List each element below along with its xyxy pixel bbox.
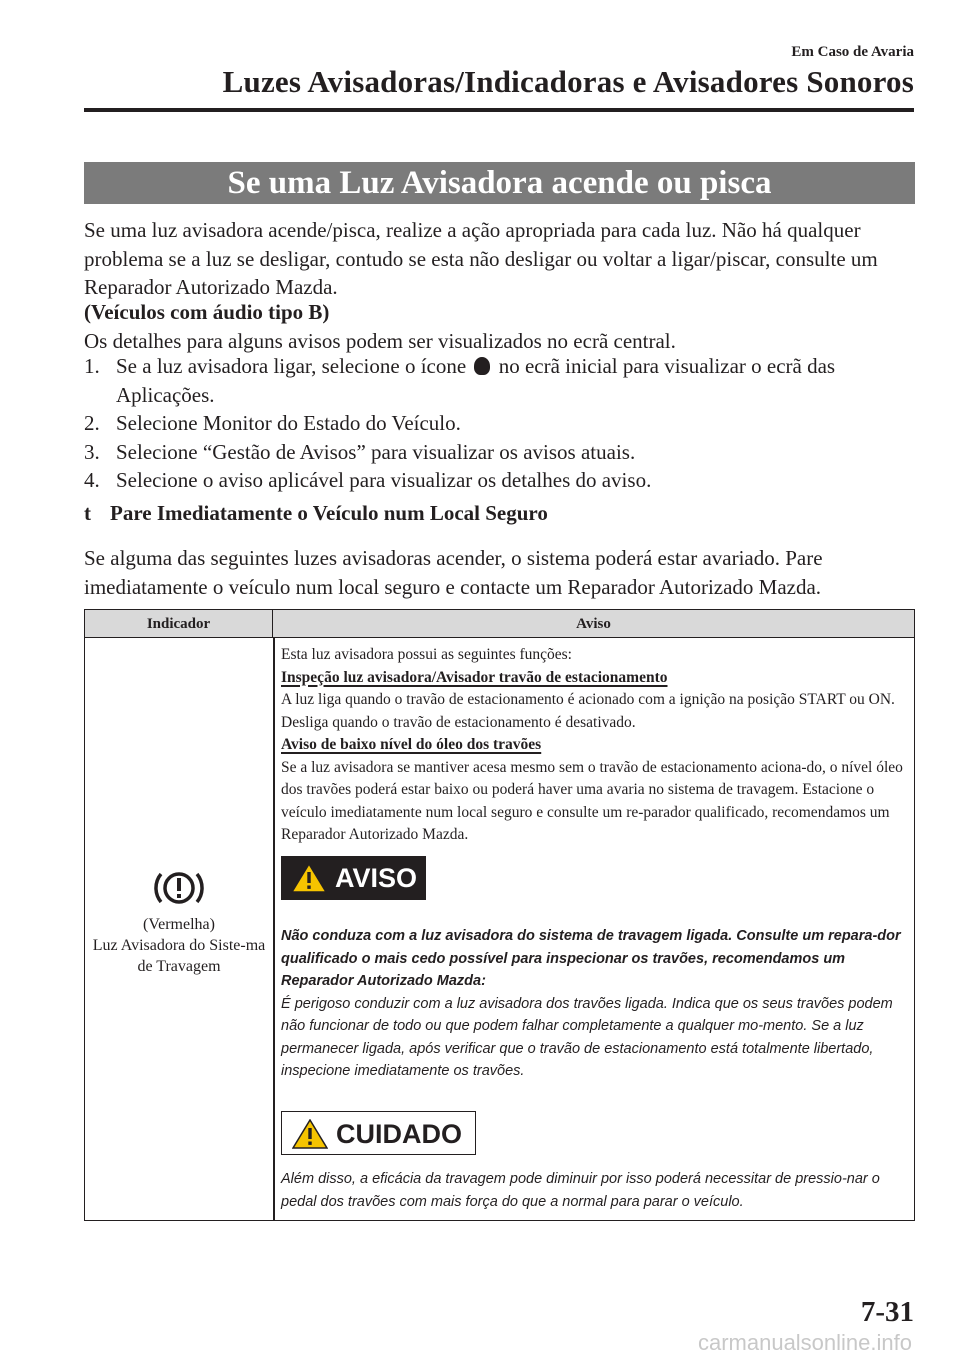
indicator-name: Luz Avisadora do Siste-ma de Travagem bbox=[92, 937, 266, 975]
steps-list bbox=[84, 352, 920, 495]
intro-paragraph: Se uma luz avisadora acende/pisca, realize a ação apropriada para cada luz. Não há qualquer problema se a luz se desligar, contudo se esta não desligar ou voltar a ligar/piscar, consulte um Reparador Autorizado Mazda. bbox=[84, 218, 878, 299]
aviso-badge bbox=[281, 856, 426, 900]
step-number: 4. bbox=[84, 468, 100, 492]
brake-warning-icon bbox=[153, 868, 205, 908]
step-number: 2. bbox=[84, 411, 100, 435]
cuidado-badge bbox=[281, 1111, 476, 1155]
subsection-heading bbox=[84, 501, 548, 526]
page-number: 7-31 bbox=[860, 1296, 914, 1328]
step-number: 3. bbox=[84, 439, 100, 464]
functions-intro: Esta luz avisadora possui as seguintes funções: bbox=[281, 646, 572, 663]
step-text: Se a luz avisadora ligar, selecione o ícone bbox=[116, 354, 467, 378]
column-divider bbox=[273, 638, 275, 1220]
function2-text: Se a luz avisadora se mantiver acesa mesmo sem o travão de estacionamento aciona-do, o nível óleo dos travões poderá estar baixo ou poderá haver uma avaria no sistema de travagem. Estacione o veículo imediatamente num local seguro e consulte um re-parador qualificado, recomendamos um Reparador Autorizado Mazda. bbox=[281, 758, 903, 843]
section-banner: Se uma Luz Avisadora acende ou pisca bbox=[84, 162, 915, 204]
indicator-color: (Vermelha) bbox=[143, 916, 215, 933]
step-item bbox=[84, 466, 920, 495]
column-header-indicator: Indicador bbox=[85, 610, 273, 638]
function2-title: Aviso de baixo nível do óleo dos travões bbox=[281, 736, 542, 753]
step-item bbox=[84, 352, 920, 409]
aviso-label: AVISO bbox=[335, 863, 418, 893]
step-item bbox=[84, 409, 920, 438]
subsection-marker: t bbox=[84, 501, 91, 525]
header-title: Luzes Avisadoras/Indicadoras e Avisadores Sonoros bbox=[222, 64, 914, 99]
header-section: Em Caso de Avaria bbox=[791, 44, 914, 60]
step-text: Selecione Monitor do Estado do Veículo. bbox=[116, 411, 461, 435]
header-rule bbox=[84, 108, 914, 112]
subsection-paragraph: Se alguma das seguintes luzes avisadoras acender, o sistema poderá estar avariado. Pare imediatamente o veículo num local seguro e contacte um Reparador Autorizado Mazda. bbox=[84, 546, 823, 599]
application-icon bbox=[474, 357, 490, 375]
step-text: Selecione “Gestão de Avisos” para visualizar os avisos atuais. bbox=[116, 439, 636, 464]
vehicle-note: (Veículos com áudio tipo B) bbox=[84, 300, 330, 324]
watermark: carmanualsonline.info bbox=[697, 1330, 912, 1355]
step-text: no ecrã inicial para visualizar o ecrã das Aplicações. bbox=[116, 354, 836, 407]
warning-table bbox=[84, 609, 915, 1221]
aviso-bold-text: Não conduza com a luz avisadora do sistema de travagem ligada. Consulte um repara-dor qualificado o mais cedo possível para inspecionar os travões, recomendamos um Reparador Autorizado Mazda: bbox=[281, 928, 901, 989]
step-item bbox=[84, 438, 920, 467]
aviso-body-text: É perigoso conduzir com a luz avisadora dos travões ligada. Indica que os seus travões podem não funcionar de todo ou que podem falhar completamente a qualquer mo-mento. Se a luz permanecer ligada, após verificar que o travão de estacionamento está totalmente libertado, inspecione imediatamente os travões. bbox=[281, 995, 893, 1079]
step-number: 1. bbox=[84, 354, 100, 378]
details-note: Os detalhes para alguns avisos podem ser visualizados no ecrã central. bbox=[84, 329, 676, 353]
aviso-cell bbox=[281, 644, 911, 847]
cuidado-text: Além disso, a eficácia da travagem pode diminuir por isso poderá necessitar de pressio-nar o pedal dos travões com mais força do que a normal para parar o veículo. bbox=[281, 1171, 880, 1210]
function1-text: A luz liga quando o travão de estacionamento é acionado com a ignição na posição START ou ON. Desliga quando o travão de estacionamento é desativado. bbox=[281, 691, 895, 731]
subsection-title: Pare Imediatamente o Veículo num Local Seguro bbox=[110, 501, 548, 525]
warning-triangle-icon bbox=[292, 1119, 328, 1149]
column-header-aviso: Aviso bbox=[273, 610, 914, 638]
step-text: Selecione o aviso aplicável para visualizar os detalhes do aviso. bbox=[116, 468, 652, 492]
aviso-warning-text bbox=[281, 925, 913, 1083]
cuidado-label: CUIDADO bbox=[336, 1119, 462, 1149]
warning-triangle-icon bbox=[291, 863, 327, 893]
function1-title: Inspeção luz avisadora/Avisador travão de estacionamento bbox=[281, 668, 668, 686]
indicator-cell bbox=[85, 868, 273, 977]
